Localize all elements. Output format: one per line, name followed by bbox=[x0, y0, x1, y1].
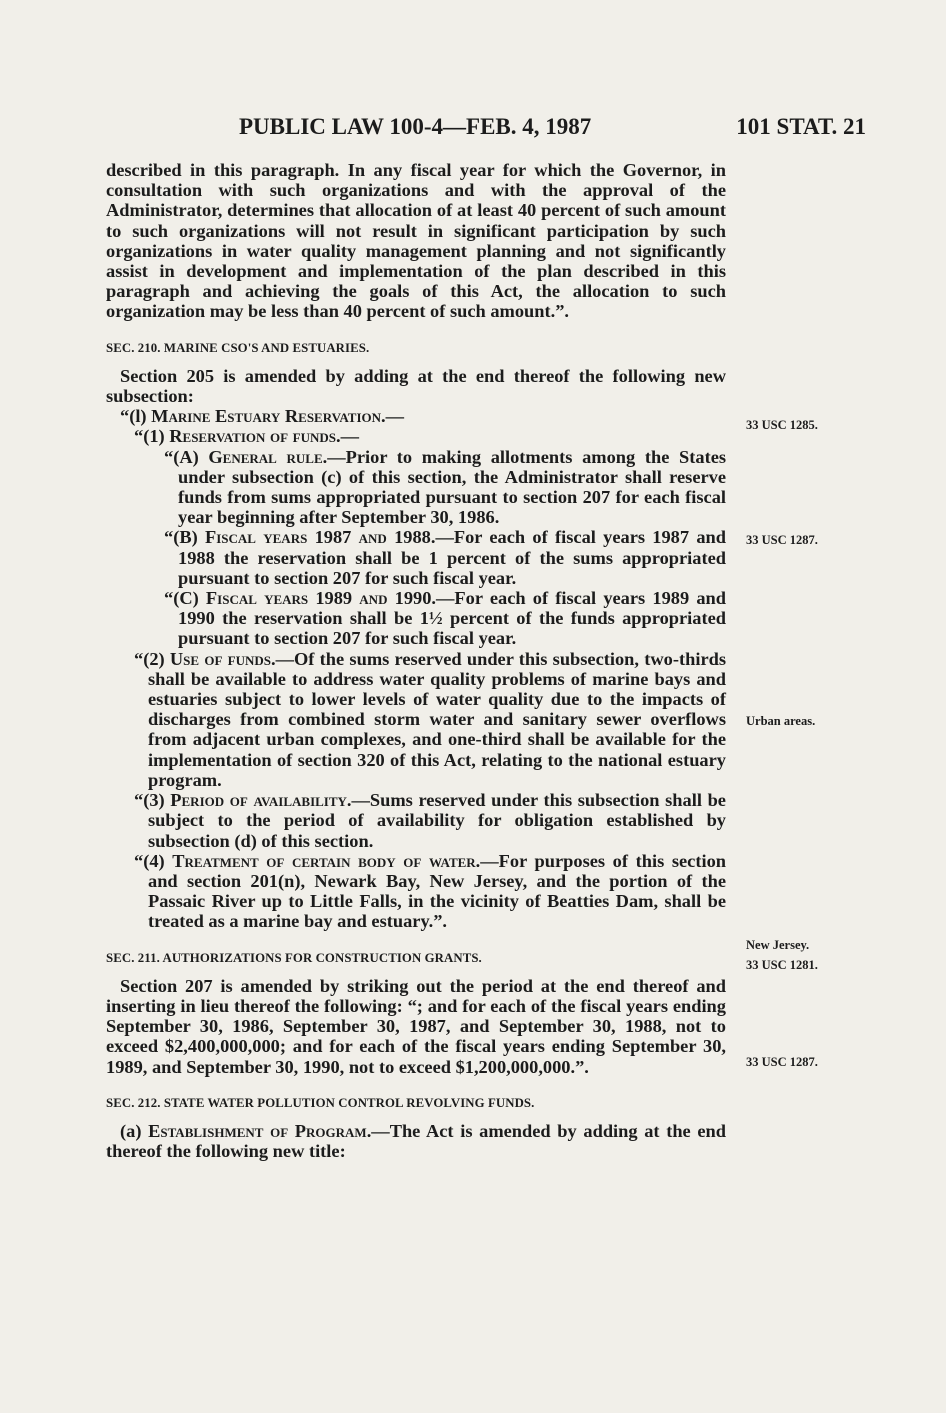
paragraph-1-heading: “(1) Reservation of funds.— bbox=[134, 426, 359, 447]
subsection-l-heading: “(l) Marine Estuary Reservation.— bbox=[120, 406, 405, 427]
subparagraph-c: “(C) Fiscal years 1989 and 1990.—For each of fiscal years 1989 and 1990 the reservation shall be 1½ percent of the funds appropriated pursuant to section 207 for such fiscal year. bbox=[164, 588, 726, 649]
section-212-paragraph-a: (a) Establishment of Program.—The Act is amended by adding at the end thereof the following new title: bbox=[106, 1120, 726, 1162]
paragraph-3-period-of-availability: “(3) Period of availability.—Sums reserved under this subsection shall be subject to the period of availability for obligation established by subsection (d) of this section. bbox=[134, 790, 726, 851]
margin-note-33-usc-1285: 33 USC 1285. bbox=[746, 418, 818, 432]
section-211-heading: SEC. 211. AUTHORIZATIONS FOR CONSTRUCTION GRANTS. bbox=[106, 950, 482, 965]
subparagraph-b: “(B) Fiscal years 1987 and 1988.—For each of fiscal years 1987 and 1988 the reservation shall be 1 percent of the sums appropriated pursuant to section 207 for such fiscal year. bbox=[164, 527, 727, 588]
margin-note-33-usc-1287-b: 33 USC 1287. bbox=[746, 1055, 818, 1069]
running-header-law: PUBLIC LAW 100-4—FEB. 4, 1987 bbox=[239, 114, 592, 139]
margin-note-urban-areas: Urban areas. bbox=[746, 714, 816, 728]
paragraph-2-use-of-funds: “(2) Use of funds.—Of the sums reserved under this subsection, two-thirds shall be available to address water quality problems of marine bays and estuaries subject to lower levels of water quality due to the impacts of discharges from combined storm water and sanitary sewer overflows from adjacent urban complexes, and one-third shall be available for the implementation of section 320 of this Act, relating to the national estuary program. bbox=[134, 648, 726, 790]
section-211-paragraph: Section 207 is amended by striking out the period at the end thereof and inserting in lieu thereof the following: “; and for each of the fiscal years ending September 30, 1986, September 30, 1987, and September 30, 1988, not to exceed $2,400,000,000; and for each of the fiscal years ending September 30, 1989, and September 30, 1990, not to exceed $1,200,000,000.”. bbox=[106, 975, 726, 1077]
section-210-paragraph: Section 205 is amended by adding at the end thereof the following new subsection: bbox=[106, 365, 726, 407]
paragraph-4-treatment-of-water: “(4) Treatment of certain body of water.—For purposes of this section and section 201(n), Newark Bay, New Jersey, and the portion of the Passaic River up to Little Falls, in the vicinity of Beatties Dam, shall be treated as a marine bay and estuary.”. bbox=[134, 850, 726, 932]
margin-note-33-usc-1287: 33 USC 1287. bbox=[746, 533, 818, 547]
intro-paragraph: described in this paragraph. In any fiscal year for which the Governor, in consultation with such organizations and with the approval of the Administrator, determines that allocation of at least 40 percent of such amount to such organizations will not result in significant participation by such organizations in water quality management planning and not significantly assist in development and implementation of the plan described in this paragraph and achieving the goals of this Act, the allocation to such organization may be less than 40 percent of such amount.”. bbox=[106, 160, 726, 322]
section-210-heading: SEC. 210. MARINE CSO'S AND ESTUARIES. bbox=[106, 340, 370, 355]
margin-note-33-usc-1281: 33 USC 1281. bbox=[746, 958, 818, 972]
subparagraph-a: “(A) General rule.—Prior to making allotments among the States under subsection (c) of this section, the Administrator shall reserve funds from sums appropriated pursuant to section 207 for each fiscal year beginning after September 30, 1986. bbox=[164, 446, 727, 528]
body-text bbox=[106, 160, 726, 1161]
margin-note-new-jersey: New Jersey. bbox=[746, 938, 810, 952]
section-212-heading: SEC. 212. STATE WATER POLLUTION CONTROL REVOLVING FUNDS. bbox=[106, 1095, 535, 1110]
running-header-stat: 101 STAT. 21 bbox=[736, 114, 866, 139]
